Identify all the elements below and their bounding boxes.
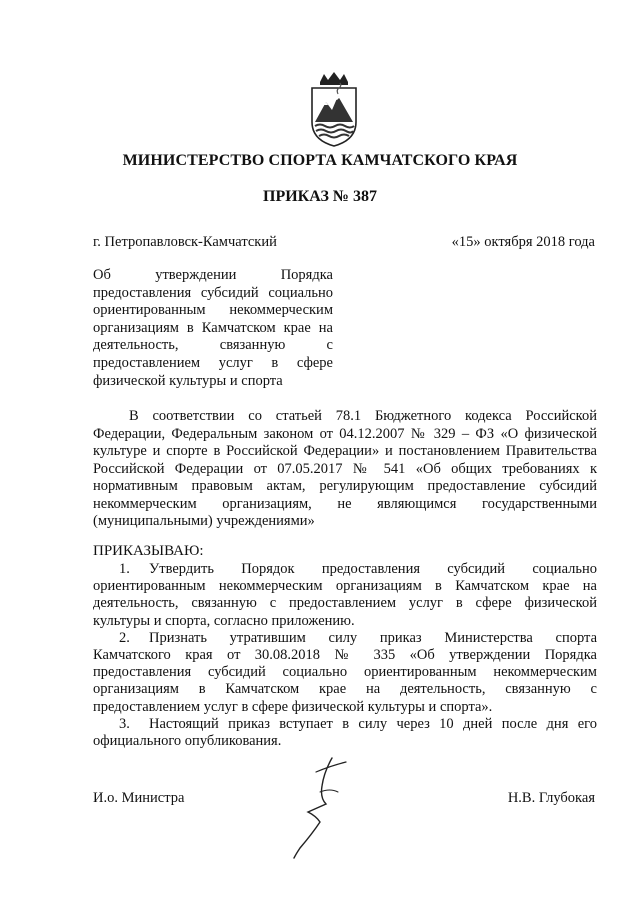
- subject-line: предоставлением услуг в сфере: [93, 354, 333, 371]
- order-item-line: Камчатского края от 30.08.2018 № 335 «Об утверждении Порядка: [93, 647, 597, 664]
- item-number: 3.: [119, 715, 130, 732]
- order-item-line: организациям в Камчатском крае на деятельность, связанную с: [93, 681, 597, 698]
- item-text: Настоящий приказ вступает в силу через 10 дней после дня его: [149, 715, 597, 732]
- order-item-line: деятельность, связанную с предоставлением услуг в сфере физической: [93, 595, 597, 612]
- preamble-line: (муниципальными) учреждениями»: [93, 513, 315, 529]
- order-number: ПРИКАЗ № 387: [263, 188, 377, 205]
- order-date: «15» октября 2018 года: [451, 234, 595, 250]
- preamble-line: культуре и спорте в Российской Федерации» и постановлением Правительства: [93, 443, 597, 459]
- order-item-line: предоставления субсидий социально ориентированным некоммерческим: [93, 664, 597, 681]
- preamble-line: Российской Федерации от 07.05.2017 № 541 «Об общих требованиях к: [93, 460, 597, 477]
- preamble-line: Федерации, Федеральным законом от 04.12.2007 № 329 – ФЗ «О физической: [93, 425, 597, 442]
- subject-line: ориентированным некоммерческим: [93, 302, 333, 319]
- order-item-line: официального опубликования.: [93, 733, 282, 750]
- preamble-line: В соответствии со статьей 78.1 Бюджетного кодекса Российской: [129, 408, 597, 424]
- signatory-name: Н.В. Глубокая: [507, 790, 595, 806]
- subject-line: организациям в Камчатском крае на: [93, 319, 333, 336]
- order-items: [93, 561, 597, 750]
- subject-line: Об утверждении Порядка: [93, 267, 333, 283]
- preamble-line: некоммерческим организациям, не являющимся государственными: [93, 495, 597, 512]
- city: г. Петропавловск-Камчатский: [93, 234, 277, 250]
- handwritten-signature: [286, 752, 356, 862]
- signatory-role: И.о. Министра: [93, 790, 185, 806]
- item-text: Утвердить Порядок предоставления субсидий социально: [149, 561, 597, 577]
- ministry-title: МИНИСТЕРСТВО СПОРТА КАМЧАТСКОГО КРАЯ: [122, 152, 518, 169]
- item-number: 2.: [119, 629, 130, 646]
- item-number: 1.: [119, 561, 130, 577]
- order-item-3-first-line: [93, 716, 597, 733]
- subject-line: деятельность, связанную с: [93, 337, 333, 354]
- preamble-paragraph: [93, 408, 597, 531]
- order-item-line: ориентированным некоммерческим организациям в Камчатском крае на: [93, 578, 597, 595]
- order-item-1-first-line: [93, 561, 597, 578]
- preamble-line: нормативным правовым актам, регулирующим предоставление субсидий: [93, 478, 597, 494]
- order-item-2-first-line: [93, 630, 597, 647]
- order-directive: ПРИКАЗЫВАЮ:: [93, 543, 204, 559]
- order-item-line: культуры и спорта, согласно приложению.: [93, 612, 355, 629]
- item-text: Признать утратившим силу приказ Министерства спорта: [149, 629, 597, 646]
- subject-line: физической культуры и спорта: [93, 372, 283, 389]
- order-item-line: предоставлением услуг в сфере физической культуры и спорта».: [93, 698, 493, 715]
- subject-line: предоставления субсидий социально: [93, 284, 333, 301]
- coat-of-arms-emblem: [306, 70, 362, 148]
- order-subject: [93, 267, 333, 390]
